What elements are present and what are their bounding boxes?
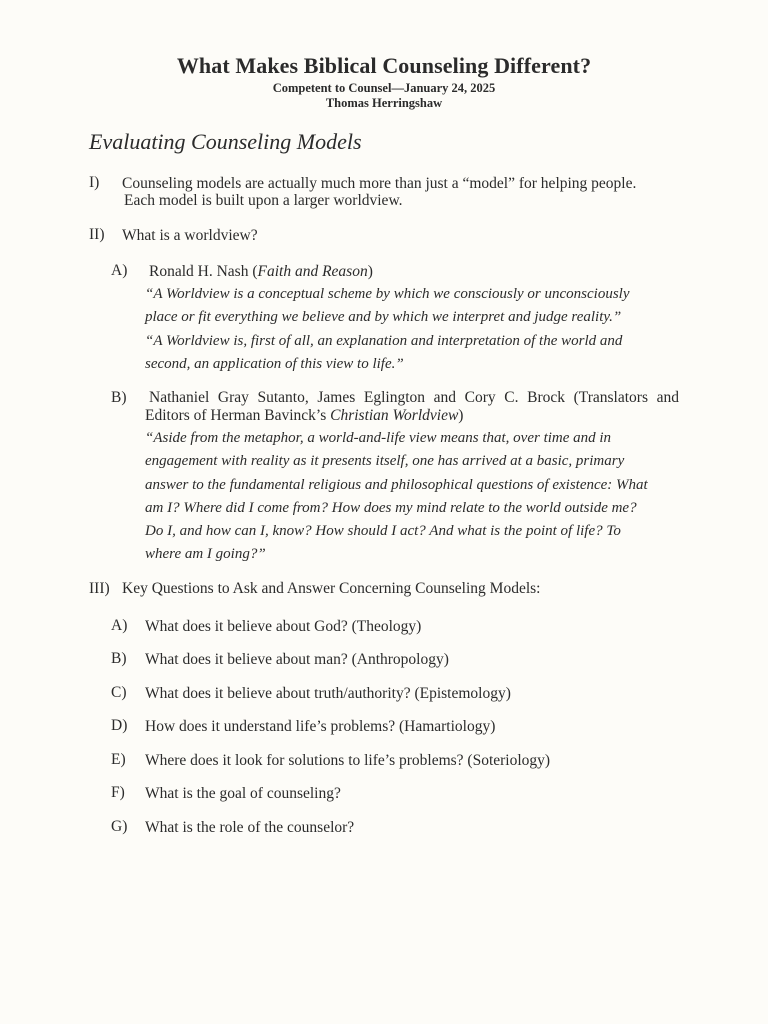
quote-line: “A Worldview is, first of all, an explanation and interpretation of the world and xyxy=(145,332,623,349)
outline-label-iii: III) xyxy=(89,580,110,597)
citation-book: Faith and Reason xyxy=(257,263,368,280)
citation-close: ) xyxy=(458,407,464,424)
question-label: E) xyxy=(111,751,126,768)
citation-bavinck-line2 xyxy=(145,407,463,425)
question-label: A) xyxy=(111,617,128,634)
page-title: What Makes Biblical Counseling Different? xyxy=(176,53,592,78)
citation-text: Editors of Herman Bavinck’s xyxy=(145,407,331,424)
quote-nash xyxy=(145,283,648,376)
question-label: C) xyxy=(111,684,127,701)
outline-i-line1: Counseling models are actually much more than just a “model” for helping people. xyxy=(122,175,637,192)
citation-close: ) xyxy=(367,263,373,280)
citation-bavinck-line1: Nathaniel Gray Sutanto, James Eglington and Cory C. Brock (Translators and xyxy=(149,389,679,406)
question-text: Where does it look for solutions to life’s problems? (Soteriology) xyxy=(145,752,551,769)
page-subtitle: Competent to Counsel—January 24, 2025 xyxy=(272,81,496,95)
question-text: What is the role of the counselor? xyxy=(145,819,355,836)
quote-line: “Aside from the metaphor, a world-and-life view means that, over time and in xyxy=(145,430,612,446)
question-text: What is the goal of counseling? xyxy=(145,785,341,802)
question-text: How does it understand life’s problems? (Hamartiology) xyxy=(145,718,496,735)
quote-line: Do I, and how can I, know? How should I act? And what is the point of life? To xyxy=(145,523,621,540)
question-label: F) xyxy=(111,784,125,801)
quote-line: “A Worldview is a conceptual scheme by which we consciously or unconsciously xyxy=(145,286,630,302)
quote-line: place or fit everything we believe and by which we interpret and judge reality.” xyxy=(145,309,622,326)
quote-line: am I? Where did I come from? How does my mind relate to the world outside me? xyxy=(145,499,637,516)
citation-book: Christian Worldview xyxy=(330,407,459,424)
quote-line: answer to the fundamental religious and philosophical questions of existence: What xyxy=(145,476,648,493)
outline-label-i: I) xyxy=(89,174,100,191)
quote-bavinck xyxy=(145,427,648,567)
outline-ii-text: What is a worldview? xyxy=(122,227,258,244)
question-label: D) xyxy=(111,717,128,734)
outline-label-ii-a: A) xyxy=(111,262,128,279)
quote-line: second, an application of this view to life.” xyxy=(145,355,404,372)
page-author: Thomas Herringshaw xyxy=(325,96,443,110)
quote-line: where am I going?” xyxy=(145,546,266,563)
citation-author: Ronald H. Nash ( xyxy=(149,263,258,280)
outline-label-ii-b: B) xyxy=(111,389,127,406)
question-text: What does it believe about man? (Anthropology) xyxy=(145,651,449,668)
outline-label-ii: II) xyxy=(89,226,105,243)
outline-i-line2: Each model is built upon a larger worldview. xyxy=(124,192,403,209)
citation-nash xyxy=(149,263,373,281)
question-text: What does it believe about truth/authority? (Epistemology) xyxy=(145,685,511,702)
question-text: What does it believe about God? (Theology) xyxy=(145,618,422,635)
question-label: G) xyxy=(111,818,128,835)
section-heading: Evaluating Counseling Models xyxy=(89,129,362,154)
quote-line: engagement with reality as it presents itself, one has arrived at a basic, primary xyxy=(145,453,625,470)
outline-iii-text: Key Questions to Ask and Answer Concerning Counseling Models: xyxy=(122,580,541,597)
question-label: B) xyxy=(111,650,127,667)
